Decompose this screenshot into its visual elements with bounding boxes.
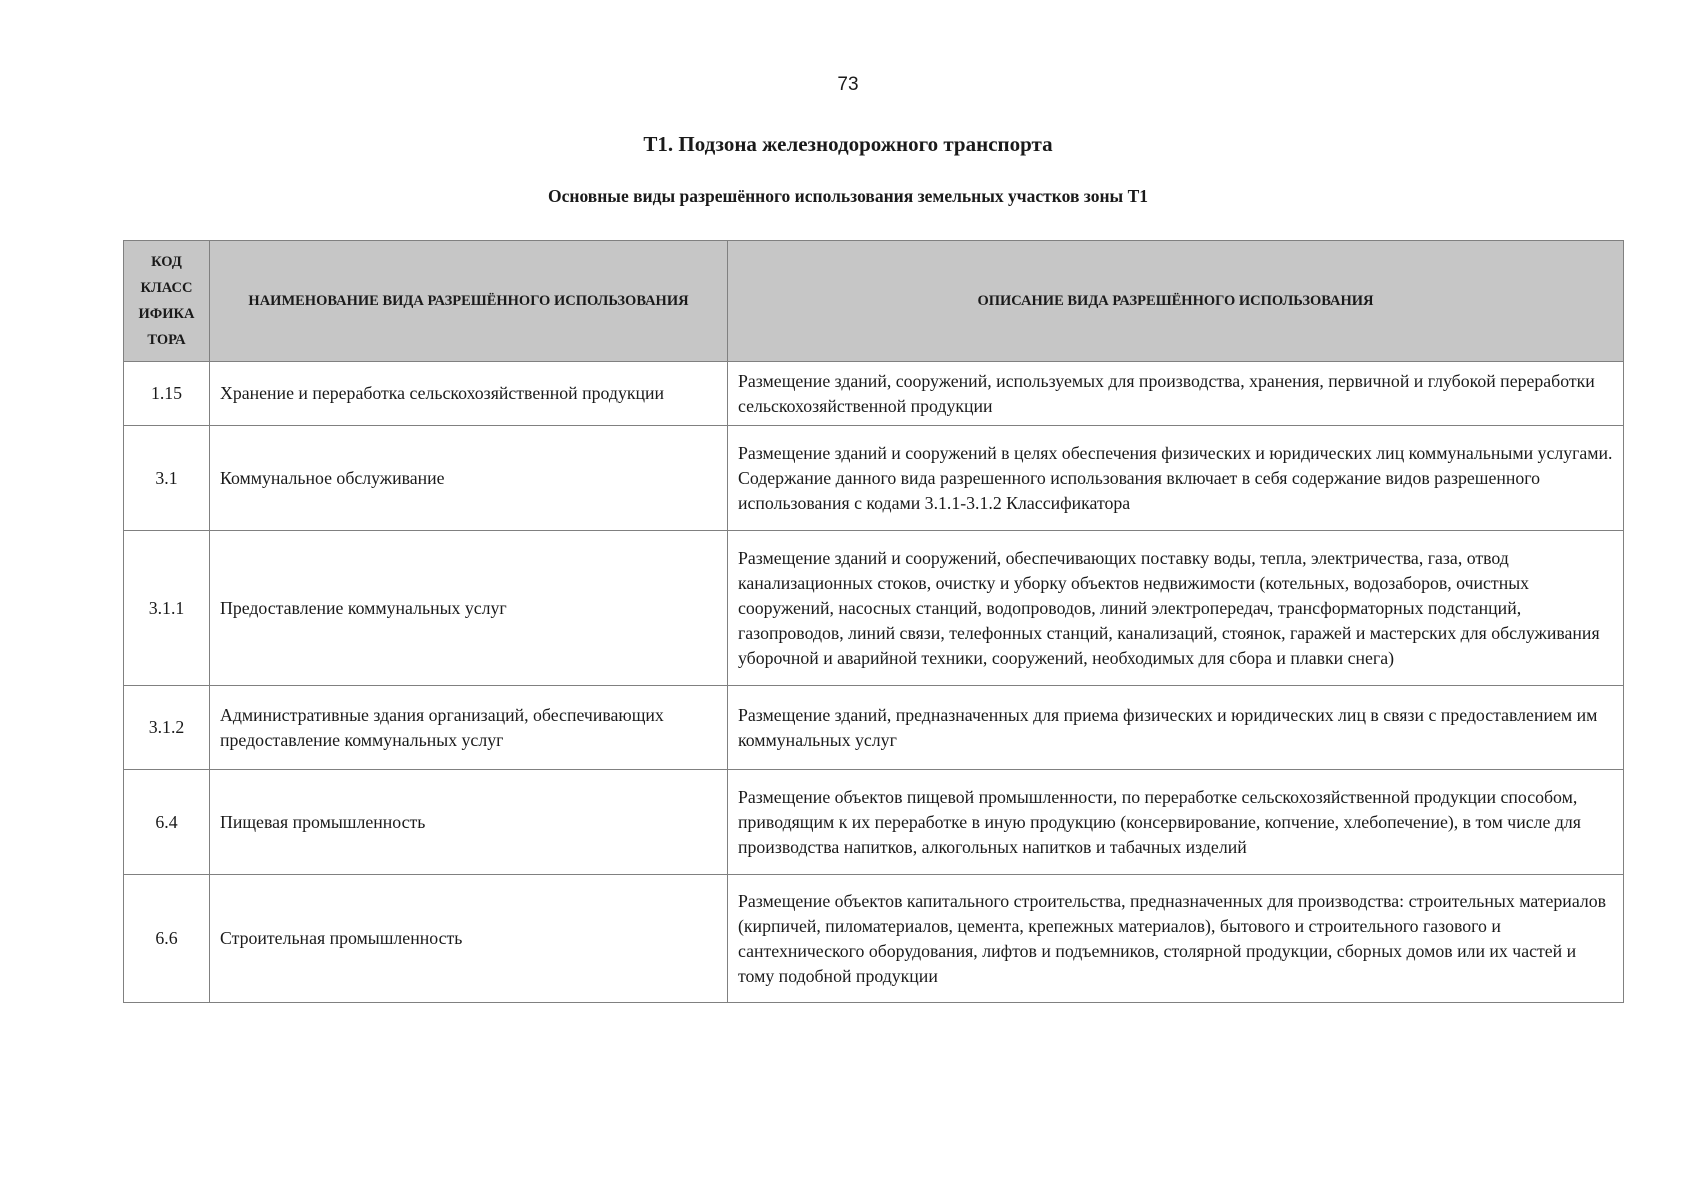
table-row <box>124 770 1624 875</box>
table-row <box>124 531 1624 686</box>
row-name: Пищевая промышленность <box>210 770 728 875</box>
row-description: Размещение объектов капитального строительства, предназначенных для производства: строительных материалов (кирпичей, пиломатериалов, цемента, крепежных материалов), бытового и строительного газового и сантехнического оборудования, лифтов и подъемников, столярной продукции, сборных домов или их частей и тому подобной продукции <box>728 875 1624 1003</box>
row-name: Хранение и переработка сельскохозяйственной продукции <box>210 362 728 426</box>
header-name: НАИМЕНОВАНИЕ ВИДА РАЗРЕШЁННОГО ИСПОЛЬЗОВАНИЯ <box>210 241 728 362</box>
row-description: Размещение зданий и сооружений, обеспечивающих поставку воды, тепла, электричества, газа, отвод канализационных стоков, очистку и уборку объектов недвижимости (котельных, водозаборов, очистных сооружений, насосных станций, водопроводов, линий электропередач, трансформаторных подстанций, газопроводов, линий связи, телефонных станций, канализаций, стоянок, гаражей и мастерских для обслуживания уборочной и аварийной техники, сооружений, необходимых для сбора и плавки снега) <box>728 531 1624 686</box>
table-caption: Основные виды разрешённого использования земельных участков зоны Т1 <box>547 186 1148 206</box>
row-description: Размещение объектов пищевой промышленности, по переработке сельскохозяйственной продукции способом, приводящим к их переработке в иную продукцию (консервирование, копчение, хлебопечение), в том числе для производства напитков, алкогольных напитков и табачных изделий <box>728 770 1624 875</box>
row-description: Размещение зданий, предназначенных для приема физических и юридических лиц в связи с предоставлением им коммунальных услуг <box>728 686 1624 770</box>
row-description: Размещение зданий, сооружений, используемых для производства, хранения, первичной и глубокой переработки сельскохозяйственной продукции <box>728 362 1624 426</box>
header-code: КОД КЛАСС ИФИКА ТОРА <box>124 241 210 362</box>
table-row <box>124 362 1624 426</box>
table-header-row <box>124 241 1624 362</box>
page-number: 73 <box>837 74 859 95</box>
row-name: Предоставление коммунальных услуг <box>210 531 728 686</box>
table-row <box>124 426 1624 531</box>
row-name: Строительная промышленность <box>210 875 728 1003</box>
row-description: Размещение зданий и сооружений в целях обеспечения физических и юридических лиц коммунальными услугами. Содержание данного вида разрешенного использования включает в себя содержание видов разрешенного использования с кодами 3.1.1-3.1.2 Классификатора <box>728 426 1624 531</box>
table-row <box>124 686 1624 770</box>
table-row <box>124 875 1624 1003</box>
row-code: 3.1.1 <box>124 531 210 686</box>
land-use-table <box>123 240 1624 1003</box>
row-code: 3.1.2 <box>124 686 210 770</box>
row-code: 3.1 <box>124 426 210 531</box>
page-title: Т1. Подзона железнодорожного транспорта <box>643 132 1053 156</box>
row-name: Административные здания организаций, обеспечивающих предоставление коммунальных услуг <box>210 686 728 770</box>
row-code: 1.15 <box>124 362 210 426</box>
row-name: Коммунальное обслуживание <box>210 426 728 531</box>
header-description: ОПИСАНИЕ ВИДА РАЗРЕШЁННОГО ИСПОЛЬЗОВАНИЯ <box>728 241 1624 362</box>
row-code: 6.4 <box>124 770 210 875</box>
row-code: 6.6 <box>124 875 210 1003</box>
